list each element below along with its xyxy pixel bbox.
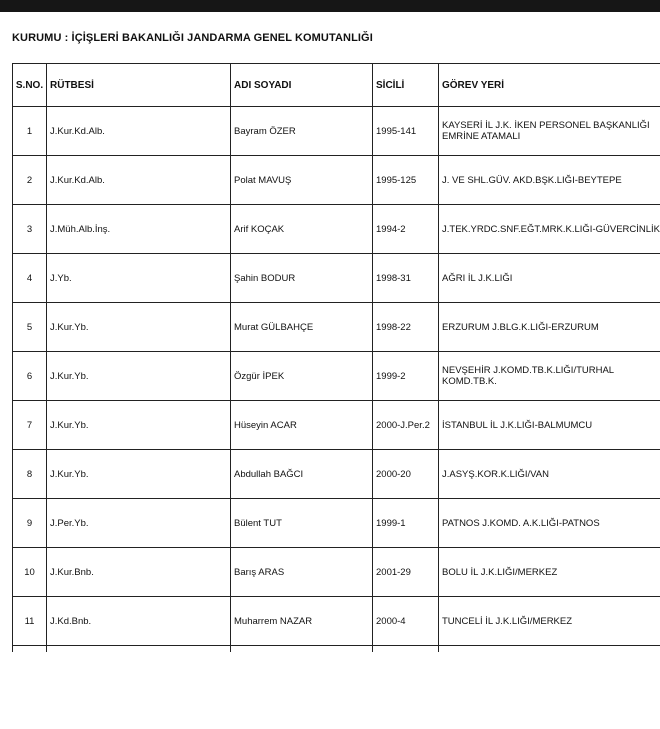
cell-post: J. VE SHL.GÜV. AKD.BŞK.LIĞI-BEYTEPE [439, 156, 660, 205]
header-name: ADI SOYADI [231, 64, 373, 107]
cell-name: Şahin BODUR [231, 254, 373, 303]
cell-no: 10 [13, 548, 47, 597]
cell-post: İSTANBUL İL J.K.LIĞI-BALMUMCU [439, 401, 660, 450]
cell-name: Polat MAVUŞ [231, 156, 373, 205]
cell-registry: 1995-141 [373, 107, 439, 156]
table-row [13, 548, 660, 597]
cell-no: 3 [13, 205, 47, 254]
cell-empty [47, 646, 231, 653]
cell-rank: J.Kur.Yb. [47, 401, 231, 450]
cell-no: 4 [13, 254, 47, 303]
table-row [13, 352, 660, 401]
cell-registry: 2000-4 [373, 597, 439, 646]
cell-post: AĞRI İL J.K.LIĞI [439, 254, 660, 303]
cell-no: 5 [13, 303, 47, 352]
cell-no: 9 [13, 499, 47, 548]
cell-registry: 1999-2 [373, 352, 439, 401]
cell-no: 2 [13, 156, 47, 205]
header-no: S.NO. [13, 64, 47, 107]
cell-no: 6 [13, 352, 47, 401]
header-rank: RÜTBESİ [47, 64, 231, 107]
cell-registry: 1998-22 [373, 303, 439, 352]
cell-no: 8 [13, 450, 47, 499]
table-row [13, 107, 660, 156]
cell-empty [13, 646, 47, 653]
cell-empty [439, 646, 660, 653]
table-row [13, 401, 660, 450]
cell-rank: J.Kur.Kd.Alb. [47, 156, 231, 205]
cell-post: PATNOS J.KOMD. A.K.LIĞI-PATNOS [439, 499, 660, 548]
table-row-cutoff [13, 646, 660, 653]
cell-no: 11 [13, 597, 47, 646]
cell-registry: 2001-29 [373, 548, 439, 597]
table-header-row [13, 64, 660, 107]
cell-registry: 1998-31 [373, 254, 439, 303]
cell-rank: J.Kur.Yb. [47, 352, 231, 401]
cell-post: TUNCELİ İL J.K.LIĞI/MERKEZ [439, 597, 660, 646]
cell-rank: J.Müh.Alb.İnş. [47, 205, 231, 254]
document-title: KURUMU : İÇİŞLERİ BAKANLIĞI JANDARMA GENEL KOMUTANLIĞI [12, 32, 373, 44]
cell-post: ERZURUM J.BLG.K.LIĞI-ERZURUM [439, 303, 660, 352]
cell-registry: 2000-20 [373, 450, 439, 499]
cell-post: BOLU İL J.K.LIĞI/MERKEZ [439, 548, 660, 597]
cell-rank: J.Kur.Yb. [47, 450, 231, 499]
cell-rank: J.Kur.Bnb. [47, 548, 231, 597]
cell-rank: J.Kd.Bnb. [47, 597, 231, 646]
table-row [13, 499, 660, 548]
header-post: GÖREV YERİ [439, 64, 660, 107]
cell-name: Hüseyin ACAR [231, 401, 373, 450]
cell-registry: 1999-1 [373, 499, 439, 548]
personnel-table [12, 63, 660, 652]
top-bar [0, 0, 660, 12]
table-row [13, 303, 660, 352]
cell-rank: J.Kur.Kd.Alb. [47, 107, 231, 156]
cell-name: Abdullah BAĞCI [231, 450, 373, 499]
cell-registry: 1995-125 [373, 156, 439, 205]
table-row [13, 254, 660, 303]
table-row [13, 597, 660, 646]
cell-post: J.TEK.YRDC.SNF.EĞT.MRK.K.LIĞI-GÜVERCİNLİK [439, 205, 660, 254]
cell-registry: 1994-2 [373, 205, 439, 254]
cell-name: Murat GÜLBAHÇE [231, 303, 373, 352]
cell-empty [231, 646, 373, 653]
cell-no: 1 [13, 107, 47, 156]
cell-name: Arif KOÇAK [231, 205, 373, 254]
header-registry: SİCİLİ [373, 64, 439, 107]
cell-post: J.ASYŞ.KOR.K.LIĞI/VAN [439, 450, 660, 499]
cell-post: KAYSERİ İL J.K. İKEN PERSONEL BAŞKANLIĞI EMRİNE ATAMALI [439, 107, 660, 156]
table-row [13, 450, 660, 499]
cell-name: Özgür İPEK [231, 352, 373, 401]
cell-post: NEVŞEHİR J.KOMD.TB.K.LIĞI/TURHAL KOMD.TB.K. [439, 352, 660, 401]
cell-name: Bülent TUT [231, 499, 373, 548]
cell-empty [373, 646, 439, 653]
cell-rank: J.Yb. [47, 254, 231, 303]
cell-name: Barış ARAS [231, 548, 373, 597]
table-row [13, 156, 660, 205]
cell-name: Muharrem NAZAR [231, 597, 373, 646]
table-row [13, 205, 660, 254]
cell-rank: J.Kur.Yb. [47, 303, 231, 352]
cell-no: 7 [13, 401, 47, 450]
cell-rank: J.Per.Yb. [47, 499, 231, 548]
cell-name: Bayram ÖZER [231, 107, 373, 156]
cell-registry: 2000-J.Per.2 [373, 401, 439, 450]
